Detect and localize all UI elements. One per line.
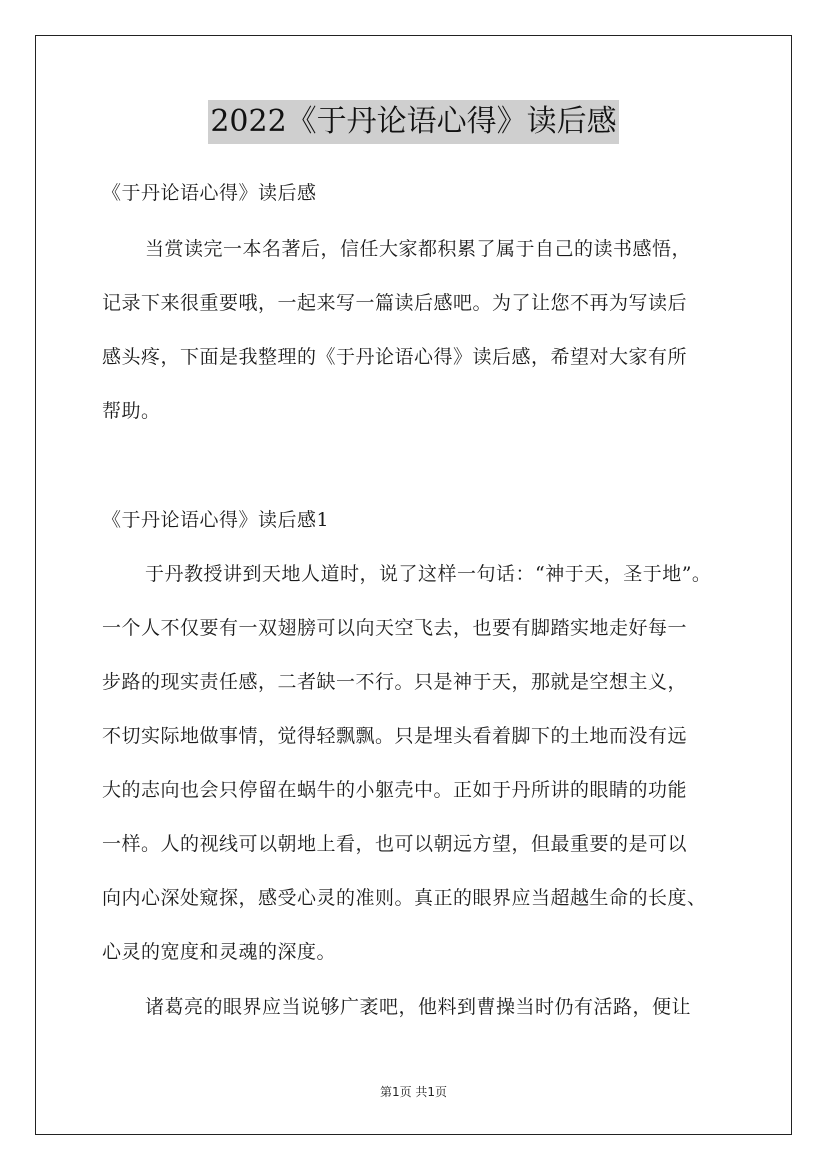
paragraph-line: 感头疼，下面是我整理的《于丹论语心得》读后感，希望对大家有所: [102, 346, 688, 368]
paragraph-line: 心灵的宽度和灵魂的深度。: [102, 941, 337, 963]
paragraph-line: 帮助。: [102, 400, 161, 422]
section-heading: 《于丹论语心得》读后感1: [102, 509, 330, 531]
section-heading: 《于丹论语心得》读后感: [102, 182, 317, 204]
paragraph-line: 步路的现实责任感，二者缺一不行。只是神于天，那就是空想主义，: [102, 671, 688, 693]
paragraph-line: 不切实际地做事情，觉得轻飘飘。只是埋头看着脚下的土地而没有远: [102, 725, 688, 747]
paragraph-line: 一个人不仅要有一双翅膀可以向天空飞去，也要有脚踏实地走好每一: [102, 617, 688, 639]
paragraph-line: 一样。人的视线可以朝地上看，也可以朝远方望，但最重要的是可以: [102, 833, 688, 855]
paragraph-line: 记录下来很重要哦，一起来写一篇读后感吧。为了让您不再为写读后: [102, 292, 688, 314]
paragraph-line: 大的志向也会只停留在蜗牛的小躯壳中。正如于丹所讲的眼睛的功能: [102, 779, 688, 801]
title-container: [0, 100, 827, 144]
paragraph-line: 于丹教授讲到天地人道时，说了这样一句话：“神于天，圣于地”。: [145, 563, 712, 585]
paragraph-line: 当赏读完一本名著后，信任大家都积累了属于自己的读书感悟，: [145, 238, 692, 260]
document-title: 2022《于丹论语心得》读后感: [208, 100, 618, 144]
paragraph-line: 诸葛亮的眼界应当说够广袤吧，他料到曹操当时仍有活路，便让: [145, 996, 692, 1018]
page-footer: 第1页 共1页: [379, 1085, 448, 1099]
paragraph-line: 向内心深处窥探，感受心灵的准则。真正的眼界应当超越生命的长度、: [102, 887, 707, 909]
